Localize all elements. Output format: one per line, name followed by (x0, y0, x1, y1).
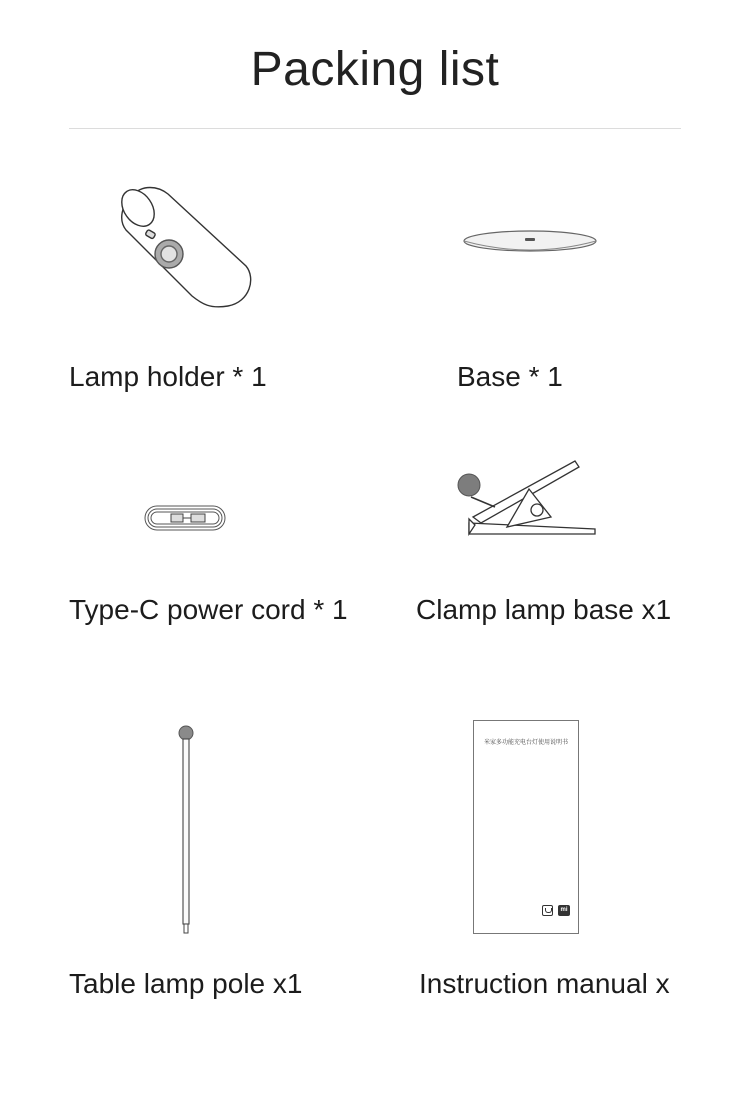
lamp-holder-icon (110, 178, 260, 313)
item-label: Clamp lamp base x1 (416, 594, 672, 625)
title-divider (69, 128, 681, 129)
page-title: Packing list (250, 43, 500, 96)
item-label: Instruction manual x (419, 968, 670, 999)
lamp-pole-icon (174, 724, 198, 936)
item-label: Lamp holder * 1 (69, 361, 267, 392)
item-label: Table lamp pole x1 (69, 968, 303, 999)
mi-logo-icon: mi (558, 905, 570, 916)
item-label: Type-C power cord * 1 (69, 594, 348, 625)
clamp-base-icon (455, 455, 600, 540)
mijia-logo-icon (542, 905, 553, 916)
power-cord-icon (143, 503, 227, 533)
base-disc-icon (460, 225, 600, 261)
item-label: Base * 1 (457, 361, 563, 392)
manual-cover-text: 米家多功能充电台灯使用说明书 (483, 739, 568, 746)
manual-booklet-icon (473, 720, 579, 934)
